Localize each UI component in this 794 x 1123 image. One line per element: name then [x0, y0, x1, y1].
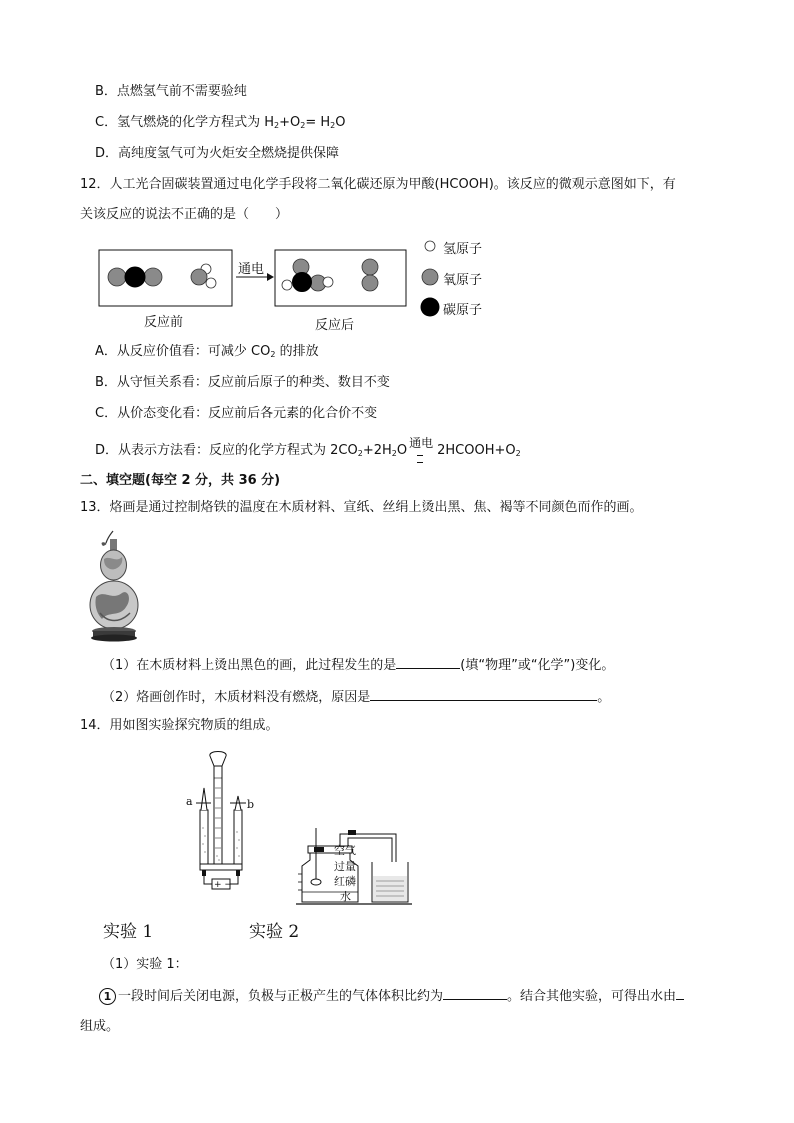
experiment2-label: 实验 2: [249, 922, 300, 942]
air-label: 空气: [334, 844, 356, 857]
oxygen-atom: [362, 259, 378, 275]
legend-carbon-label: 碳原子: [443, 303, 483, 318]
q13-part2: （2）烙画创作时，木质材料没有燃烧，原因是 。: [102, 687, 610, 707]
q12-option-b: B．从守恒关系看：反应前后原子的种类、数目不变: [95, 375, 390, 390]
after-label: 反应后: [315, 318, 355, 333]
q13-stem: 13．烙画是通过控制烙铁的温度在木质材料、宣纸、丝绢上烫出黑、焦、褐等不同颜色而作的画。: [80, 500, 643, 515]
answer-blank[interactable]: [396, 655, 460, 669]
hydrogen-atom: [323, 277, 333, 287]
q14-stem: 14．用如图实验探究物质的组成。: [80, 718, 279, 733]
q12-option-d: D．从表示方法看：反应的化学方程式为 $2CO_2+2H_2O$ 通电 $2HCOOH+O_2$: [95, 442, 521, 463]
legend-oxygen-label: 氧原子: [443, 273, 483, 288]
answer-blank[interactable]: [676, 986, 684, 1000]
q14-part1-sub1-cont: 组成。: [80, 1019, 120, 1034]
q11-option-d: D．高纯度氢气可为火炬安全燃烧提供保障: [95, 146, 340, 161]
tube-b-label: b: [247, 798, 255, 811]
reaction-condition: 通电: [409, 436, 434, 450]
legend-oxygen-swatch: [422, 269, 438, 285]
experiment1-label: 实验 1: [103, 922, 154, 942]
carbon-atom: [125, 267, 145, 287]
legend-hydrogen-swatch: [425, 241, 435, 251]
oxygen-atom: [144, 268, 162, 286]
q12-option-a: A．从反应价值看：可减少 $CO_2$ 的排放: [95, 344, 319, 359]
battery-polarity: + −: [214, 880, 232, 890]
oxygen-atom: [362, 275, 378, 291]
q14-part1: （1）实验 1：: [102, 957, 188, 972]
answer-blank[interactable]: [370, 687, 597, 701]
gourd-pyrography-image: [86, 527, 142, 645]
carbon-atom: [293, 273, 312, 292]
before-label: 反应前: [144, 315, 184, 330]
q12-option-c: C．从价态变化看：反应前后各元素的化合价不变: [95, 406, 378, 421]
answer-blank[interactable]: [443, 986, 507, 1000]
q13-part1: （1）在木质材料上烫出黑色的画，此过程发生的是 (填“物理”或“化学”)变化。: [102, 655, 614, 675]
excess-label: 过量: [334, 860, 356, 873]
q12-stem-line1: 12．人工光合固碳装置通过电化学手段将二氧化碳还原为甲酸(HCOOH)。该反应的微观示意图如下，有: [80, 177, 676, 192]
q11-option-c: C．氢气燃烧的化学方程式为 $H_2+O_2= H_2O$: [95, 115, 346, 130]
circled-number: 1: [99, 988, 116, 1005]
water-label: 水: [340, 890, 351, 903]
legend-carbon-swatch: [421, 298, 440, 317]
legend-hydrogen-label: 氢原子: [443, 242, 483, 257]
oxygen-atom: [191, 269, 207, 285]
red-phosphorus-label: 红磷: [334, 875, 356, 888]
q11-option-b: B．点燃氢气前不需要验纯: [95, 84, 247, 99]
q14-part1-sub1: 1 一段时间后关闭电源，负极与正极产生的气体体积比约为 。结合其他实验，可得出水由: [99, 986, 684, 1006]
tube-a-label: a: [186, 795, 193, 808]
section-title: 二、填空题(每空 2 分，共 36 分): [80, 473, 281, 488]
q12-stem-line2: 关该反应的说法不正确的是（ ）: [80, 207, 289, 222]
hydrogen-atom: [282, 280, 292, 290]
oxygen-atom: [108, 268, 126, 286]
arrow-label: 通电: [238, 262, 265, 277]
hydrogen-atom: [206, 278, 216, 288]
